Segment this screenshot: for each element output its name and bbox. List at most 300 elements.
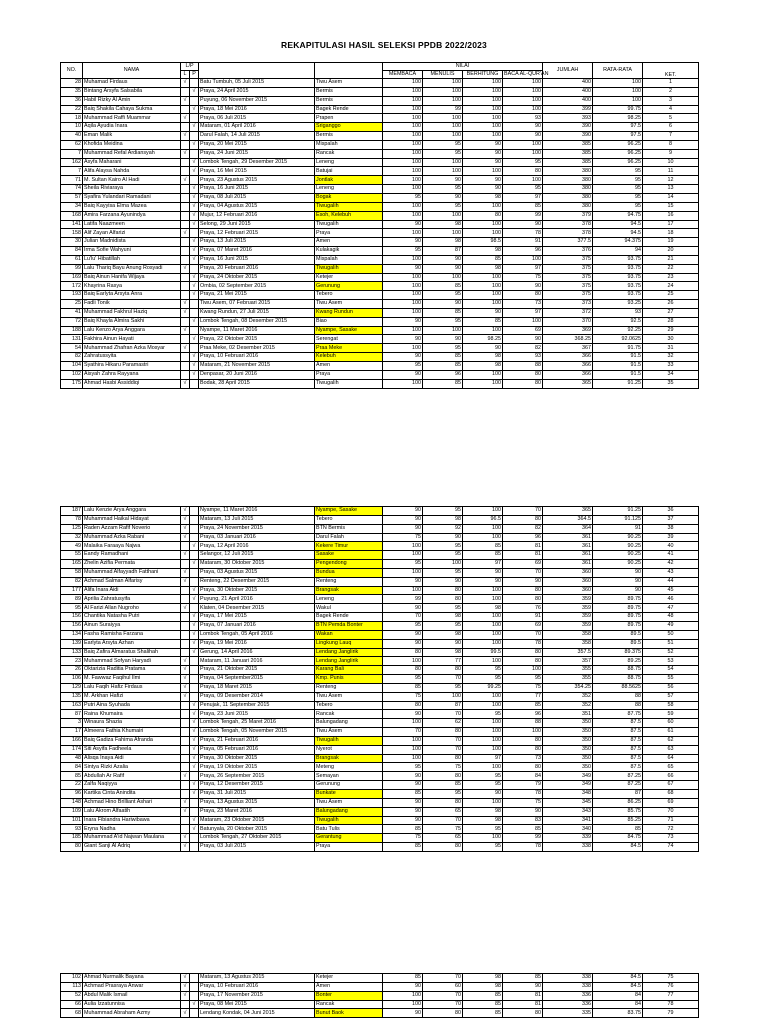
cell-ttl: Praya, 16 Juni 2015 — [199, 255, 315, 264]
cell-baca-quran: 100 — [503, 728, 543, 737]
cell-menulis: 95 — [423, 291, 463, 300]
cell-membaca: 100 — [383, 291, 423, 300]
cell-menulis: 100 — [423, 326, 463, 335]
cell-p — [190, 982, 199, 991]
cell-l: √ — [181, 604, 190, 613]
cell-nama: Syathira Hikaru Paramastri — [83, 362, 181, 371]
cell-rata-rata: 98.25 — [593, 114, 643, 123]
cell-nama: Inara Fibiandra Hariwibawa — [83, 816, 181, 825]
cell-membaca: 100 — [383, 255, 423, 264]
cell-ttl: Praya, 03 Juli 2015 — [199, 843, 315, 852]
cell-baca-quran: 96 — [503, 710, 543, 719]
cell-ket: 24 — [643, 282, 699, 291]
cell-baca-quran: 100 — [503, 666, 543, 675]
cell-ket: 64 — [643, 754, 699, 763]
cell-menulis: 65 — [423, 834, 463, 843]
cell-nama: Eandy Ramadhani — [83, 551, 181, 560]
cell-ttl: Praya, 10 Februari 2016 — [199, 982, 315, 991]
cell-baca-quran: 97 — [503, 264, 543, 273]
cell-berhitung: 98 — [463, 604, 503, 613]
cell-ket: 61 — [643, 728, 699, 737]
cell-ket: 70 — [643, 807, 699, 816]
cell-jumlah: 380 — [543, 193, 593, 202]
cell-menulis: 95 — [423, 507, 463, 516]
cell-jumlah: 359 — [543, 595, 593, 604]
cell-p: √ — [190, 710, 199, 719]
cell-menulis: 98 — [423, 630, 463, 639]
cell-berhitung: 100 — [463, 507, 503, 516]
cell-menulis: 70 — [423, 745, 463, 754]
cell-rata-rata: 94.75 — [593, 211, 643, 220]
cell-menulis: 80 — [423, 595, 463, 604]
cell-alamat: Rancak — [315, 710, 383, 719]
cell-membaca: 70 — [383, 613, 423, 622]
cell-rata-rata: 90.25 — [593, 533, 643, 542]
cell-rata-rata: 87.5 — [593, 719, 643, 728]
cell-jumlah: 345 — [543, 798, 593, 807]
cell-membaca: 100 — [383, 282, 423, 291]
cell-ttl: Kwang Rundun, 27 Juli 2015 — [199, 308, 315, 317]
cell-alamat: Kekere Timur — [315, 542, 383, 551]
cell-no: 168 — [61, 211, 83, 220]
cell-l — [181, 763, 190, 772]
cell-l: √ — [181, 683, 190, 692]
cell-ket: 50 — [643, 630, 699, 639]
cell-membaca: 80 — [383, 701, 423, 710]
cell-berhitung: 100 — [463, 595, 503, 604]
cell-jumlah: 352 — [543, 701, 593, 710]
table-row — [61, 326, 699, 335]
cell-rata-rata: 91.25 — [593, 507, 643, 516]
table-row — [61, 132, 699, 141]
cell-membaca: 80 — [383, 666, 423, 675]
cell-baca-quran: 99 — [503, 834, 543, 843]
cell-membaca: 90 — [383, 604, 423, 613]
table-row — [61, 772, 699, 781]
cell-berhitung: 100 — [463, 87, 503, 96]
cell-no: 139 — [61, 639, 83, 648]
table-row — [61, 211, 699, 220]
cell-p — [190, 114, 199, 123]
cell-alamat: Batu Tulis — [315, 825, 383, 834]
cell-membaca: 90 — [383, 317, 423, 326]
cell-p: √ — [190, 754, 199, 763]
cell-baca-quran: 97 — [503, 308, 543, 317]
cell-membaca: 100 — [383, 176, 423, 185]
table-row — [61, 754, 699, 763]
cell-rata-rata: 100 — [593, 87, 643, 96]
cell-ket: 28 — [643, 317, 699, 326]
cell-no: 95 — [61, 604, 83, 613]
cell-rata-rata: 94.5 — [593, 229, 643, 238]
cell-p: √ — [190, 370, 199, 379]
cell-no: 131 — [61, 335, 83, 344]
cell-membaca: 100 — [383, 551, 423, 560]
cell-membaca: 100 — [383, 379, 423, 388]
table-row — [61, 719, 699, 728]
cell-jumlah: 366 — [543, 370, 593, 379]
cell-l — [181, 158, 190, 167]
cell-ket: 56 — [643, 683, 699, 692]
cell-baca-quran: 79 — [503, 781, 543, 790]
cell-rata-rata: 88 — [593, 692, 643, 701]
cell-alamat: Biao — [315, 317, 383, 326]
cell-baca-quran: 88 — [503, 719, 543, 728]
cell-baca-quran: 96 — [503, 247, 543, 256]
table-row — [61, 167, 699, 176]
cell-ttl: Praya, 24 Juni 2015 — [199, 149, 315, 158]
cell-alamat: Rancak — [315, 1000, 383, 1009]
cell-alamat: Nyampe, Sasake — [315, 507, 383, 516]
cell-berhitung: 98 — [463, 982, 503, 991]
cell-nama: Baiq Earlyta Arsyta Anra — [83, 291, 181, 300]
cell-nama: Muhammad Azka Rabani — [83, 533, 181, 542]
cell-ket: 72 — [643, 825, 699, 834]
cell-l: √ — [181, 507, 190, 516]
cell-nama: M. Sultan Kairo Al Hadi — [83, 176, 181, 185]
cell-menulis: 95 — [423, 551, 463, 560]
cell-alamat: Mispalah — [315, 140, 383, 149]
col-header-lp: L/P — [181, 63, 199, 71]
cell-ket: 33 — [643, 362, 699, 371]
cell-baca-quran: 69 — [503, 326, 543, 335]
cell-alamat: Esoh, Kelebuh — [315, 211, 383, 220]
cell-no: 84 — [61, 763, 83, 772]
cell-berhitung: 90 — [463, 344, 503, 353]
cell-ttl: Lombok Tengah, 27 Oktober 2015 — [199, 834, 315, 843]
cell-membaca: 100 — [383, 211, 423, 220]
cell-l — [181, 542, 190, 551]
cell-no: 54 — [61, 344, 83, 353]
cell-p — [190, 692, 199, 701]
cell-rata-rata: 90 — [593, 577, 643, 586]
cell-jumlah: 359 — [543, 604, 593, 613]
cell-baca-quran: 73 — [503, 300, 543, 309]
cell-alamat: Batujai — [315, 167, 383, 176]
cell-no: 109 — [61, 807, 83, 816]
cell-rata-rata: 84.5 — [593, 982, 643, 991]
cell-menulis: 90 — [423, 176, 463, 185]
cell-berhitung: 100 — [463, 229, 503, 238]
cell-berhitung: 90 — [463, 577, 503, 586]
cell-ket: 77 — [643, 991, 699, 1000]
cell-l — [181, 202, 190, 211]
cell-nama: Giant Sanji Al Adriq — [83, 843, 181, 852]
cell-jumlah: 377.5 — [543, 238, 593, 247]
cell-ttl: Praya, 26 September 2015 — [199, 772, 315, 781]
table-row — [61, 193, 699, 202]
cell-no: 93 — [61, 825, 83, 834]
cell-menulis: 80 — [423, 798, 463, 807]
cell-nama: Baiq Ainun Hanifa Wijaya — [83, 273, 181, 282]
cell-ket: 62 — [643, 736, 699, 745]
table-row — [61, 991, 699, 1000]
cell-p: √ — [190, 140, 199, 149]
cell-berhitung: 100 — [463, 728, 503, 737]
cell-ket: 40 — [643, 542, 699, 551]
table-row — [61, 542, 699, 551]
cell-rata-rata: 96.25 — [593, 140, 643, 149]
cell-no: 58 — [61, 568, 83, 577]
cell-menulis: 98 — [423, 515, 463, 524]
cell-alamat: Tiwugalih — [315, 264, 383, 273]
cell-ket: 10 — [643, 158, 699, 167]
cell-ttl: Praya, 23 Juni 2015 — [199, 710, 315, 719]
cell-nama: Muhamad Firdaus — [83, 79, 181, 88]
cell-l — [181, 728, 190, 737]
cell-ttl: Praya, 04 September2015 — [199, 675, 315, 684]
cell-no: 163 — [61, 701, 83, 710]
cell-p: √ — [190, 736, 199, 745]
cell-ket: 17 — [643, 220, 699, 229]
cell-nama: Fadli Tonik — [83, 300, 181, 309]
cell-berhitung: 99.25 — [463, 683, 503, 692]
cell-baca-quran: 75 — [503, 798, 543, 807]
cell-p: √ — [190, 790, 199, 799]
cell-ket: 52 — [643, 648, 699, 657]
cell-no: 3 — [61, 719, 83, 728]
cell-rata-rata: 89.25 — [593, 657, 643, 666]
col-header-jumlah: JUMLAH — [543, 63, 593, 79]
cell-ttl: Renteng, 22 Desember 2015 — [199, 577, 315, 586]
cell-menulis: 70 — [423, 974, 463, 983]
cell-p: √ — [190, 247, 199, 256]
cell-no: 25 — [61, 300, 83, 309]
cell-jumlah: 349 — [543, 772, 593, 781]
cell-rata-rata: 84.5 — [593, 974, 643, 983]
cell-l — [181, 353, 190, 362]
table-row — [61, 291, 699, 300]
cell-berhitung: 95 — [463, 772, 503, 781]
cell-rata-rata: 84 — [593, 991, 643, 1000]
cell-rata-rata: 87.75 — [593, 710, 643, 719]
table-row — [61, 825, 699, 834]
cell-p: √ — [190, 825, 199, 834]
cell-p: √ — [190, 273, 199, 282]
cell-alamat: Kelebuh — [315, 353, 383, 362]
cell-l — [181, 211, 190, 220]
cell-rata-rata: 93 — [593, 308, 643, 317]
cell-ttl: Lombok Tengah, 05 November 2015 — [199, 728, 315, 737]
cell-berhitung: 85 — [463, 551, 503, 560]
cell-menulis: 95 — [423, 344, 463, 353]
cell-baca-quran: 90 — [503, 335, 543, 344]
cell-berhitung: 100 — [463, 533, 503, 542]
cell-no: 68 — [61, 1009, 83, 1018]
cell-nama: Zalfa Naqiyya — [83, 781, 181, 790]
cell-baca-quran: 78 — [503, 843, 543, 852]
table-row — [61, 255, 699, 264]
results-table-1 — [60, 62, 699, 389]
cell-l: √ — [181, 308, 190, 317]
cell-jumlah: 358 — [543, 639, 593, 648]
cell-alamat: Bermis — [315, 132, 383, 141]
cell-p — [190, 666, 199, 675]
cell-l — [181, 560, 190, 569]
cell-l: √ — [181, 229, 190, 238]
cell-berhitung: 100 — [463, 763, 503, 772]
cell-no: 82 — [61, 577, 83, 586]
cell-jumlah: 349 — [543, 781, 593, 790]
cell-alamat: Tiwu Asem — [315, 692, 383, 701]
cell-l: √ — [181, 982, 190, 991]
cell-ket: 37 — [643, 515, 699, 524]
cell-alamat: Semayan — [315, 772, 383, 781]
cell-p — [190, 79, 199, 88]
cell-menulis: 87 — [423, 247, 463, 256]
cell-alamat: Wakul — [315, 604, 383, 613]
cell-jumlah: 350 — [543, 736, 593, 745]
cell-l — [181, 701, 190, 710]
cell-berhitung: 90 — [463, 149, 503, 158]
cell-ttl: Praya, 23 Maret 2016 — [199, 807, 315, 816]
cell-berhitung: 100 — [463, 586, 503, 595]
cell-jumlah: 360 — [543, 586, 593, 595]
cell-jumlah: 399 — [543, 105, 593, 114]
cell-alamat: Praya — [315, 843, 383, 852]
cell-berhitung: 100 — [463, 273, 503, 282]
cell-nama: Bintang Arsyfa Salsabila — [83, 87, 181, 96]
cell-menulis: 80 — [423, 728, 463, 737]
cell-rata-rata: 89.5 — [593, 639, 643, 648]
cell-l — [181, 185, 190, 194]
cell-rata-rata: 90.25 — [593, 551, 643, 560]
cell-rata-rata: 87.25 — [593, 781, 643, 790]
cell-berhitung: 95 — [463, 825, 503, 834]
cell-l — [181, 630, 190, 639]
cell-membaca: 99 — [383, 595, 423, 604]
cell-no: 10 — [61, 123, 83, 132]
cell-membaca: 90 — [383, 1009, 423, 1018]
cell-nama: Alifa Alaysa Nahda — [83, 167, 181, 176]
cell-menulis: 70 — [423, 991, 463, 1000]
cell-membaca: 90 — [383, 515, 423, 524]
cell-menulis: 100 — [423, 96, 463, 105]
cell-p — [190, 264, 199, 273]
cell-ttl: Praya, 03 Agustus 2015 — [199, 568, 315, 577]
cell-no: 104 — [61, 362, 83, 371]
cell-no: 177 — [61, 586, 83, 595]
cell-menulis: 77 — [423, 657, 463, 666]
cell-l — [181, 140, 190, 149]
cell-ket: 36 — [643, 507, 699, 516]
cell-no: 57 — [61, 193, 83, 202]
cell-l — [181, 335, 190, 344]
cell-nama: Ainun Suraiyya — [83, 621, 181, 630]
table-row — [61, 683, 699, 692]
cell-baca-quran: 80 — [503, 595, 543, 604]
cell-ttl: Praya, 22 Oktober 2015 — [199, 335, 315, 344]
cell-menulis: 90 — [423, 533, 463, 542]
cell-p — [190, 1009, 199, 1018]
cell-l — [181, 825, 190, 834]
cell-ket: 54 — [643, 666, 699, 675]
cell-menulis: 80 — [423, 772, 463, 781]
cell-baca-quran: 70 — [503, 630, 543, 639]
cell-baca-quran: 100 — [503, 87, 543, 96]
cell-ttl: Mataram, 13 Agustus 2015 — [199, 974, 315, 983]
cell-ttl: Praa Meke, 02 Desember 2015 — [199, 344, 315, 353]
cell-no: 7 — [61, 167, 83, 176]
table-row — [61, 586, 699, 595]
cell-ttl: Praya, 07 Maret 2016 — [199, 247, 315, 256]
cell-rata-rata: 87.5 — [593, 745, 643, 754]
cell-berhitung: 100 — [463, 132, 503, 141]
cell-membaca: 85 — [383, 974, 423, 983]
cell-membaca: 100 — [383, 202, 423, 211]
table-row — [61, 710, 699, 719]
cell-ket: 38 — [643, 524, 699, 533]
table-row — [61, 533, 699, 542]
cell-berhitung: 100 — [463, 114, 503, 123]
cell-ttl: Praya, 31 Juli 2015 — [199, 790, 315, 799]
cell-berhitung: 100 — [463, 105, 503, 114]
cell-p: √ — [190, 353, 199, 362]
cell-rata-rata: 88 — [593, 701, 643, 710]
cell-alamat: Amen — [315, 362, 383, 371]
cell-ttl: Mataram, 30 Oktober 2015 — [199, 560, 315, 569]
cell-berhitung: 100 — [463, 701, 503, 710]
cell-jumlah: 379 — [543, 211, 593, 220]
cell-ket: 30 — [643, 335, 699, 344]
table-row — [61, 728, 699, 737]
cell-ttl: Selong, 29 Juni 2015 — [199, 220, 315, 229]
cell-ket: 18 — [643, 229, 699, 238]
cell-l: √ — [181, 834, 190, 843]
cell-berhitung: 100 — [463, 621, 503, 630]
cell-ttl: Praya, 12 Desember 2015 — [199, 781, 315, 790]
cell-no: 40 — [61, 132, 83, 141]
cell-rata-rata: 100 — [593, 79, 643, 88]
cell-rata-rata: 90.25 — [593, 542, 643, 551]
table-row — [61, 648, 699, 657]
cell-membaca: 100 — [383, 132, 423, 141]
cell-baca-quran: 85 — [503, 701, 543, 710]
cell-no: 133 — [61, 648, 83, 657]
cell-membaca: 75 — [383, 533, 423, 542]
cell-l — [181, 745, 190, 754]
table-row — [61, 701, 699, 710]
cell-baca-quran: 80 — [503, 291, 543, 300]
cell-berhitung: 100 — [463, 524, 503, 533]
cell-baca-quran: 84 — [503, 772, 543, 781]
cell-rata-rata: 89.75 — [593, 613, 643, 622]
cell-alamat: Brangsak — [315, 754, 383, 763]
cell-nama: M. Arkhan Hafizi — [83, 692, 181, 701]
cell-l: √ — [181, 657, 190, 666]
cell-menulis: 95 — [423, 604, 463, 613]
cell-ket: 71 — [643, 816, 699, 825]
cell-ttl: Praya, 30 Oktober 2015 — [199, 586, 315, 595]
cell-baca-quran: 90 — [503, 123, 543, 132]
cell-p: √ — [190, 613, 199, 622]
cell-nama: Fakhira Ainun Hayati — [83, 335, 181, 344]
cell-ket: 41 — [643, 551, 699, 560]
cell-jumlah: 361 — [543, 551, 593, 560]
cell-baca-quran: 81 — [503, 542, 543, 551]
cell-ket: 78 — [643, 1000, 699, 1009]
cell-berhitung: 100 — [463, 745, 503, 754]
cell-membaca: 90 — [383, 816, 423, 825]
cell-menulis: 80 — [423, 754, 463, 763]
table-row — [61, 807, 699, 816]
cell-membaca: 100 — [383, 344, 423, 353]
cell-l — [181, 238, 190, 247]
cell-alamat: Praya — [315, 229, 383, 238]
cell-berhitung: 95 — [463, 843, 503, 852]
cell-membaca: 90 — [383, 639, 423, 648]
cell-jumlah: 355 — [543, 666, 593, 675]
